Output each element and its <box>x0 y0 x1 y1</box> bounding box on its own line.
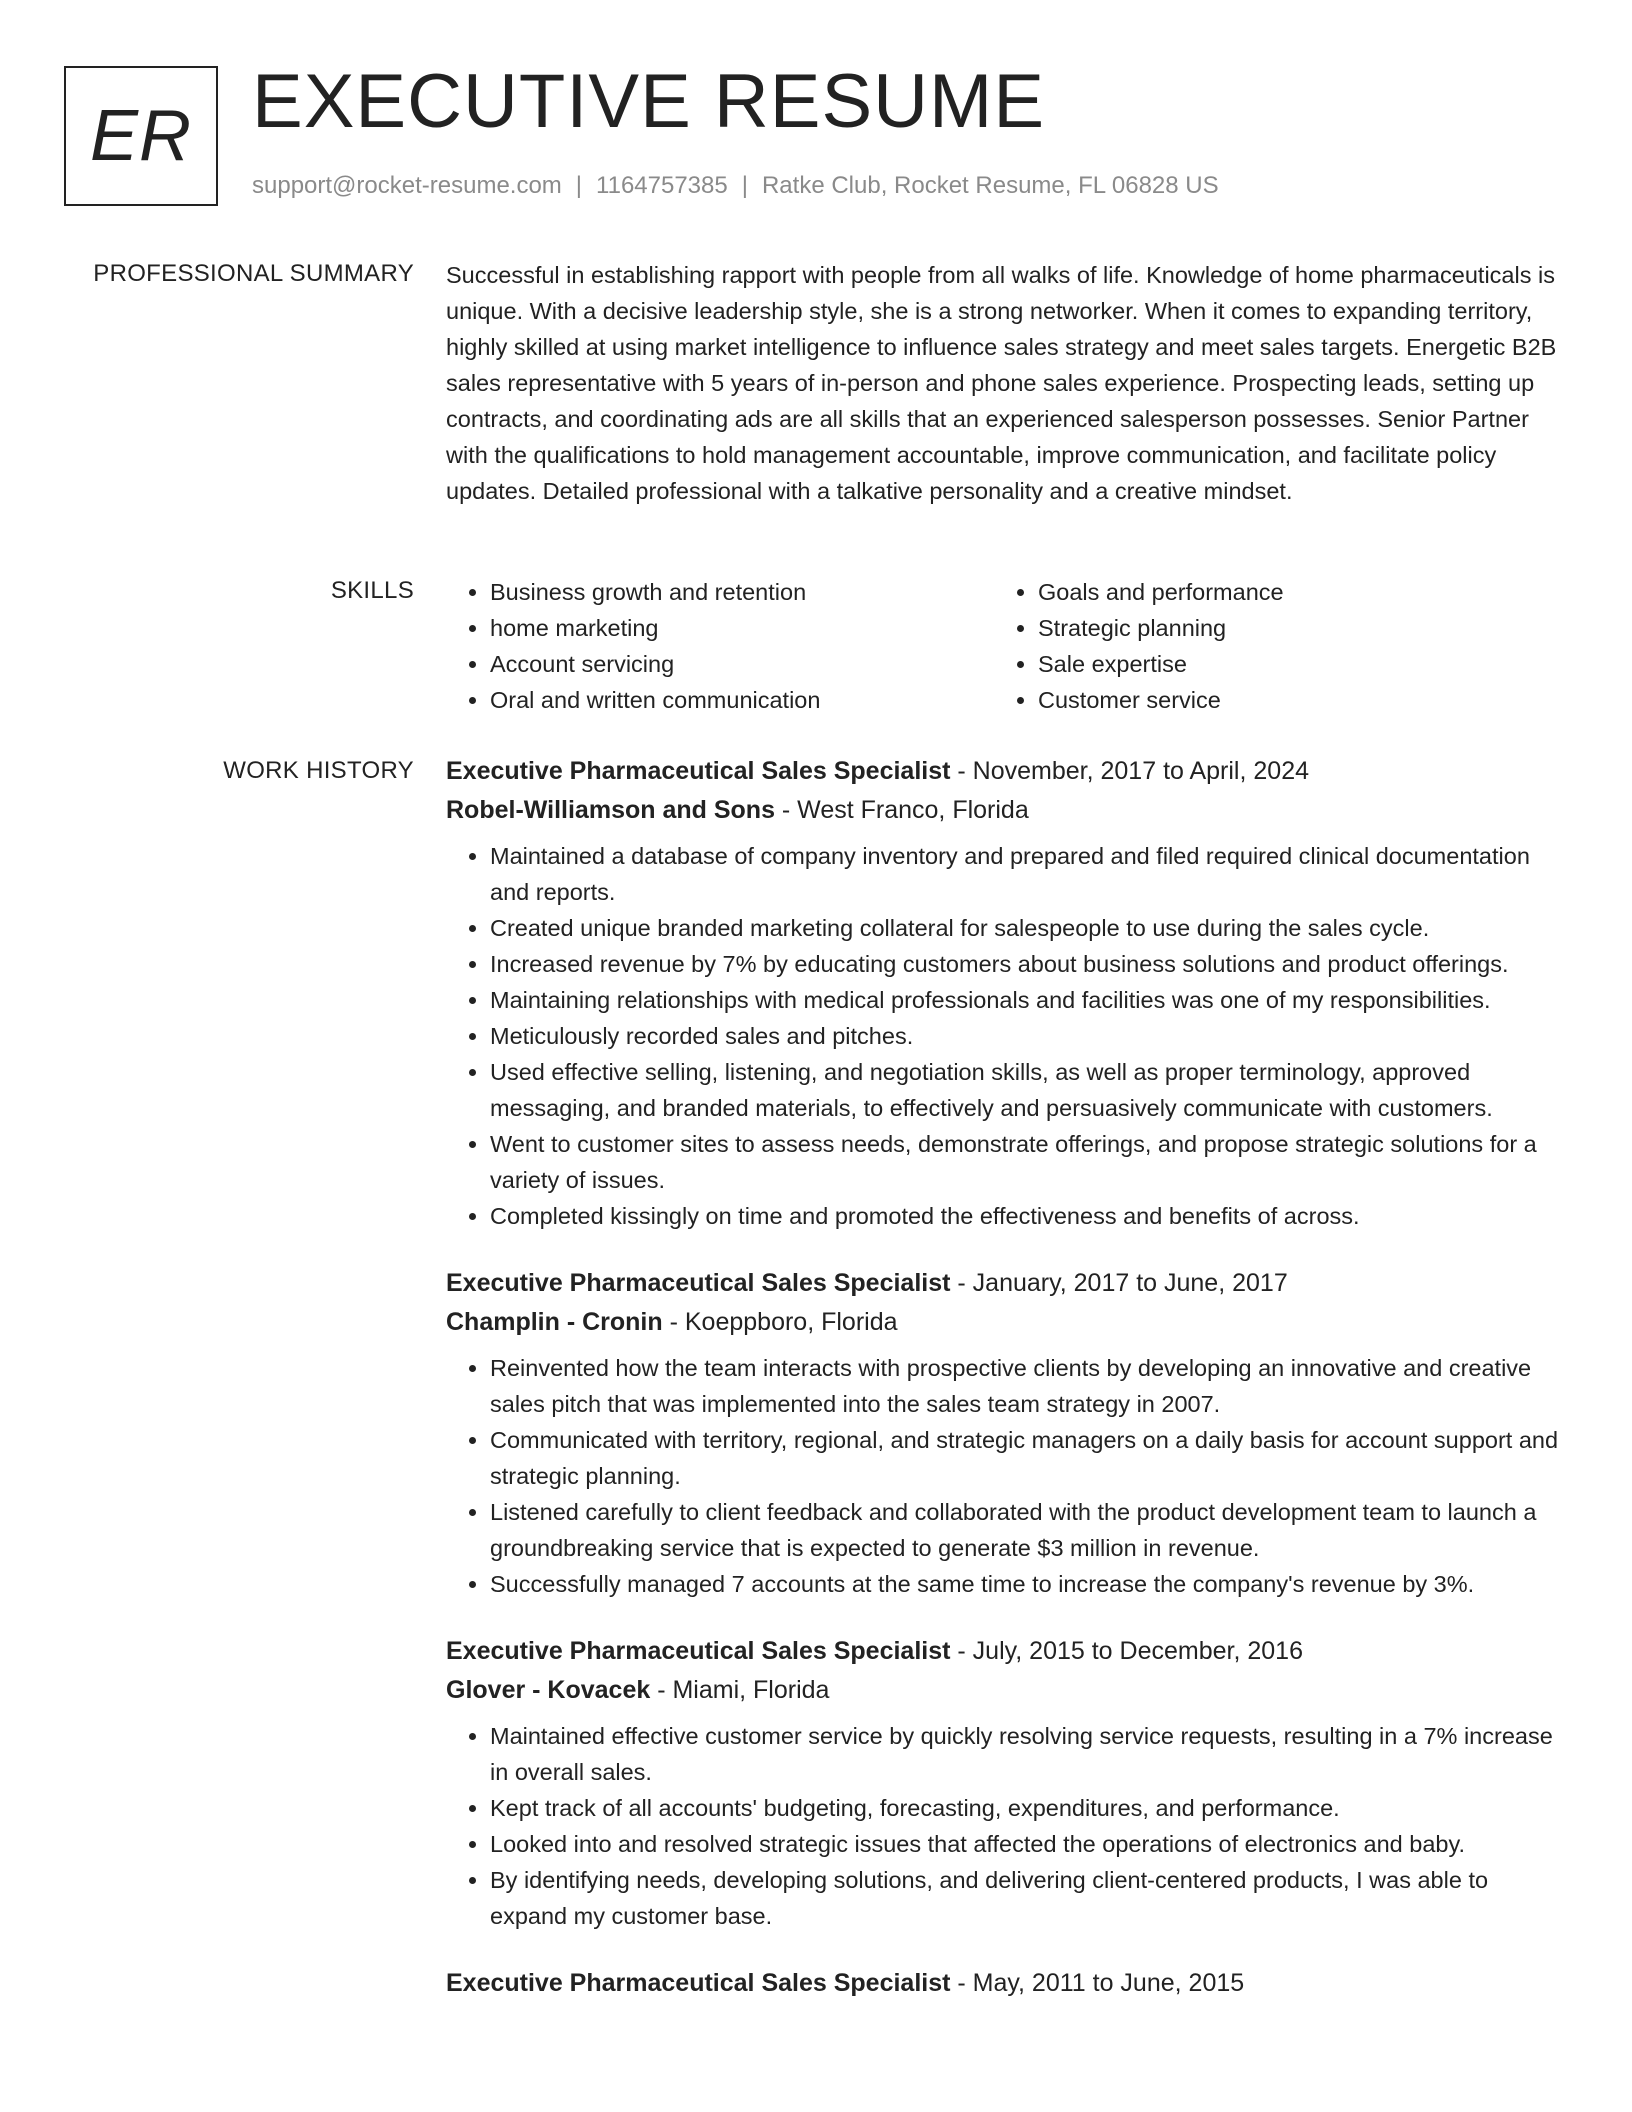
job-title-line <box>446 1632 1566 1670</box>
job-dates: - November, 2017 to April, 2024 <box>950 757 1309 785</box>
job-title: Executive Pharmaceutical Sales Specialist <box>446 1969 951 1997</box>
job-dates: - May, 2011 to June, 2015 <box>950 1969 1245 1997</box>
job-entry <box>446 752 1566 1234</box>
job-entry <box>446 1964 1566 2002</box>
job-bullet: • Maintained effective customer service by quickly resolving service requests, resulting in a 7% increase in overall sales. <box>490 1718 1566 1790</box>
job-bullet: • Looked into and resolved strategic issues that affected the operations of electronics and baby. <box>490 1826 1566 1862</box>
job-dates: - July, 2015 to December, 2016 <box>950 1637 1303 1665</box>
skill-item: • Strategic planning <box>1038 610 1542 646</box>
job-location: - Koeppboro, Florida <box>662 1308 898 1336</box>
contact-phone: 1164757385 <box>596 172 728 199</box>
job-company: Robel-Williamson and Sons <box>446 796 775 824</box>
job-bullet: • By identifying needs, developing solutions, and delivering client-centered products, I was able to expand my customer base. <box>490 1862 1566 1934</box>
work-history-heading: WORK HISTORY <box>223 757 414 784</box>
job-company: Champlin - Cronin <box>446 1308 663 1336</box>
job-bullet: • Created unique branded marketing collateral for salespeople to use during the sales cycle. <box>490 910 1566 946</box>
summary-body <box>446 257 1566 509</box>
job-company-line <box>446 790 1566 830</box>
job-company-line <box>446 1670 1566 1710</box>
job-entry <box>446 1632 1566 1934</box>
job-bullet: • Successfully managed 7 accounts at the same time to increase the company's revenue by 3%. <box>490 1566 1566 1602</box>
work-history-body <box>446 752 1566 2032</box>
job-bullet: • Maintained a database of company inventory and prepared and filed required clinical documentation and reports. <box>490 838 1566 910</box>
skills-grid <box>446 574 1566 718</box>
contact-email: support@rocket-resume.com <box>252 172 562 199</box>
job-company: Glover - Kovacek <box>446 1676 651 1704</box>
job-bullet: • Reinvented how the team interacts with prospective clients by developing an innovative and creative sales pitch that was implemented into the sales team strategy in 2007. <box>490 1350 1566 1422</box>
job-title: Executive Pharmaceutical Sales Specialist <box>446 1269 951 1297</box>
monogram-logo: ER <box>64 66 218 206</box>
job-title-line <box>446 752 1566 790</box>
job-title-line <box>446 1964 1566 2002</box>
skills-body <box>446 574 1566 718</box>
contact-separator: | <box>575 172 583 199</box>
job-bullet: • Kept track of all accounts' budgeting, forecasting, expenditures, and performance. <box>490 1790 1566 1826</box>
job-bullet: • Maintaining relationships with medical professionals and facilities was one of my responsibilities. <box>490 982 1566 1018</box>
job-bullets <box>446 1350 1566 1602</box>
skills-list-left <box>446 574 994 718</box>
skills-list-right <box>994 574 1542 718</box>
job-bullet: • Listened carefully to client feedback and collaborated with the product development team to launch a groundbreaking service that is expected to generate $3 million in revenue. <box>490 1494 1566 1566</box>
summary-text: Successful in establishing rapport with people from all walks of life. Knowledge of home pharmaceuticals is unique. With a decisive leadership style, she is a strong networker. When it comes to expanding territory, highly skilled at using market intelligence to influence sales strategy and meet sales targets. Energetic B2B sales representative with 5 years of in-person and phone sales experience. Prospecting leads, setting up contracts, and coordinating ads are all skills that an experienced salesperson possesses. Senior Partner with the qualifications to hold management accountable, improve communication, and facilitate policy updates. Detailed professional with a talkative personality and a creative mindset. <box>446 262 1557 504</box>
job-title-line <box>446 1264 1566 1302</box>
summary-heading: PROFESSIONAL SUMMARY <box>93 260 414 287</box>
job-company-line <box>446 1302 1566 1342</box>
skill-item: • Oral and written communication <box>490 682 994 718</box>
skills-heading: SKILLS <box>330 577 414 604</box>
job-bullet: • Went to customer sites to assess needs, demonstrate offerings, and propose strategic solutions for a variety of issues. <box>490 1126 1566 1198</box>
job-title: Executive Pharmaceutical Sales Specialist <box>446 757 951 785</box>
job-dates: - January, 2017 to June, 2017 <box>950 1269 1288 1297</box>
job-bullets <box>446 838 1566 1234</box>
skill-item: • Goals and performance <box>1038 574 1542 610</box>
job-bullet: • Used effective selling, listening, and negotiation skills, as well as proper terminology, approved messaging, and branded materials, to effectively and persuasively communicate with customers. <box>490 1054 1566 1126</box>
skill-item: • Account servicing <box>490 646 994 682</box>
job-bullet: • Meticulously recorded sales and pitches. <box>490 1018 1566 1054</box>
job-location: - Miami, Florida <box>650 1676 830 1704</box>
job-location: - West Franco, Florida <box>774 796 1029 824</box>
job-bullets <box>446 1718 1566 1934</box>
skill-item: • home marketing <box>490 610 994 646</box>
job-bullet: • Communicated with territory, regional, and strategic managers on a daily basis for account support and strategic planning. <box>490 1422 1566 1494</box>
job-title: Executive Pharmaceutical Sales Specialist <box>446 1637 951 1665</box>
skill-item: • Business growth and retention <box>490 574 994 610</box>
page-title: EXECUTIVE RESUME <box>252 59 1046 144</box>
skill-item: • Customer service <box>1038 682 1542 718</box>
contact-separator: | <box>741 172 748 199</box>
job-entry <box>446 1264 1566 1602</box>
job-bullet: • Completed kissingly on time and promoted the effectiveness and benefits of across. <box>490 1198 1566 1234</box>
contact-address: Ratke Club, Rocket Resume, FL 06828 US <box>761 172 1219 199</box>
skill-item: • Sale expertise <box>1038 646 1542 682</box>
contact-line <box>252 172 1219 200</box>
job-bullet: • Increased revenue by 7% by educating customers about business solutions and product offerings. <box>490 946 1566 982</box>
